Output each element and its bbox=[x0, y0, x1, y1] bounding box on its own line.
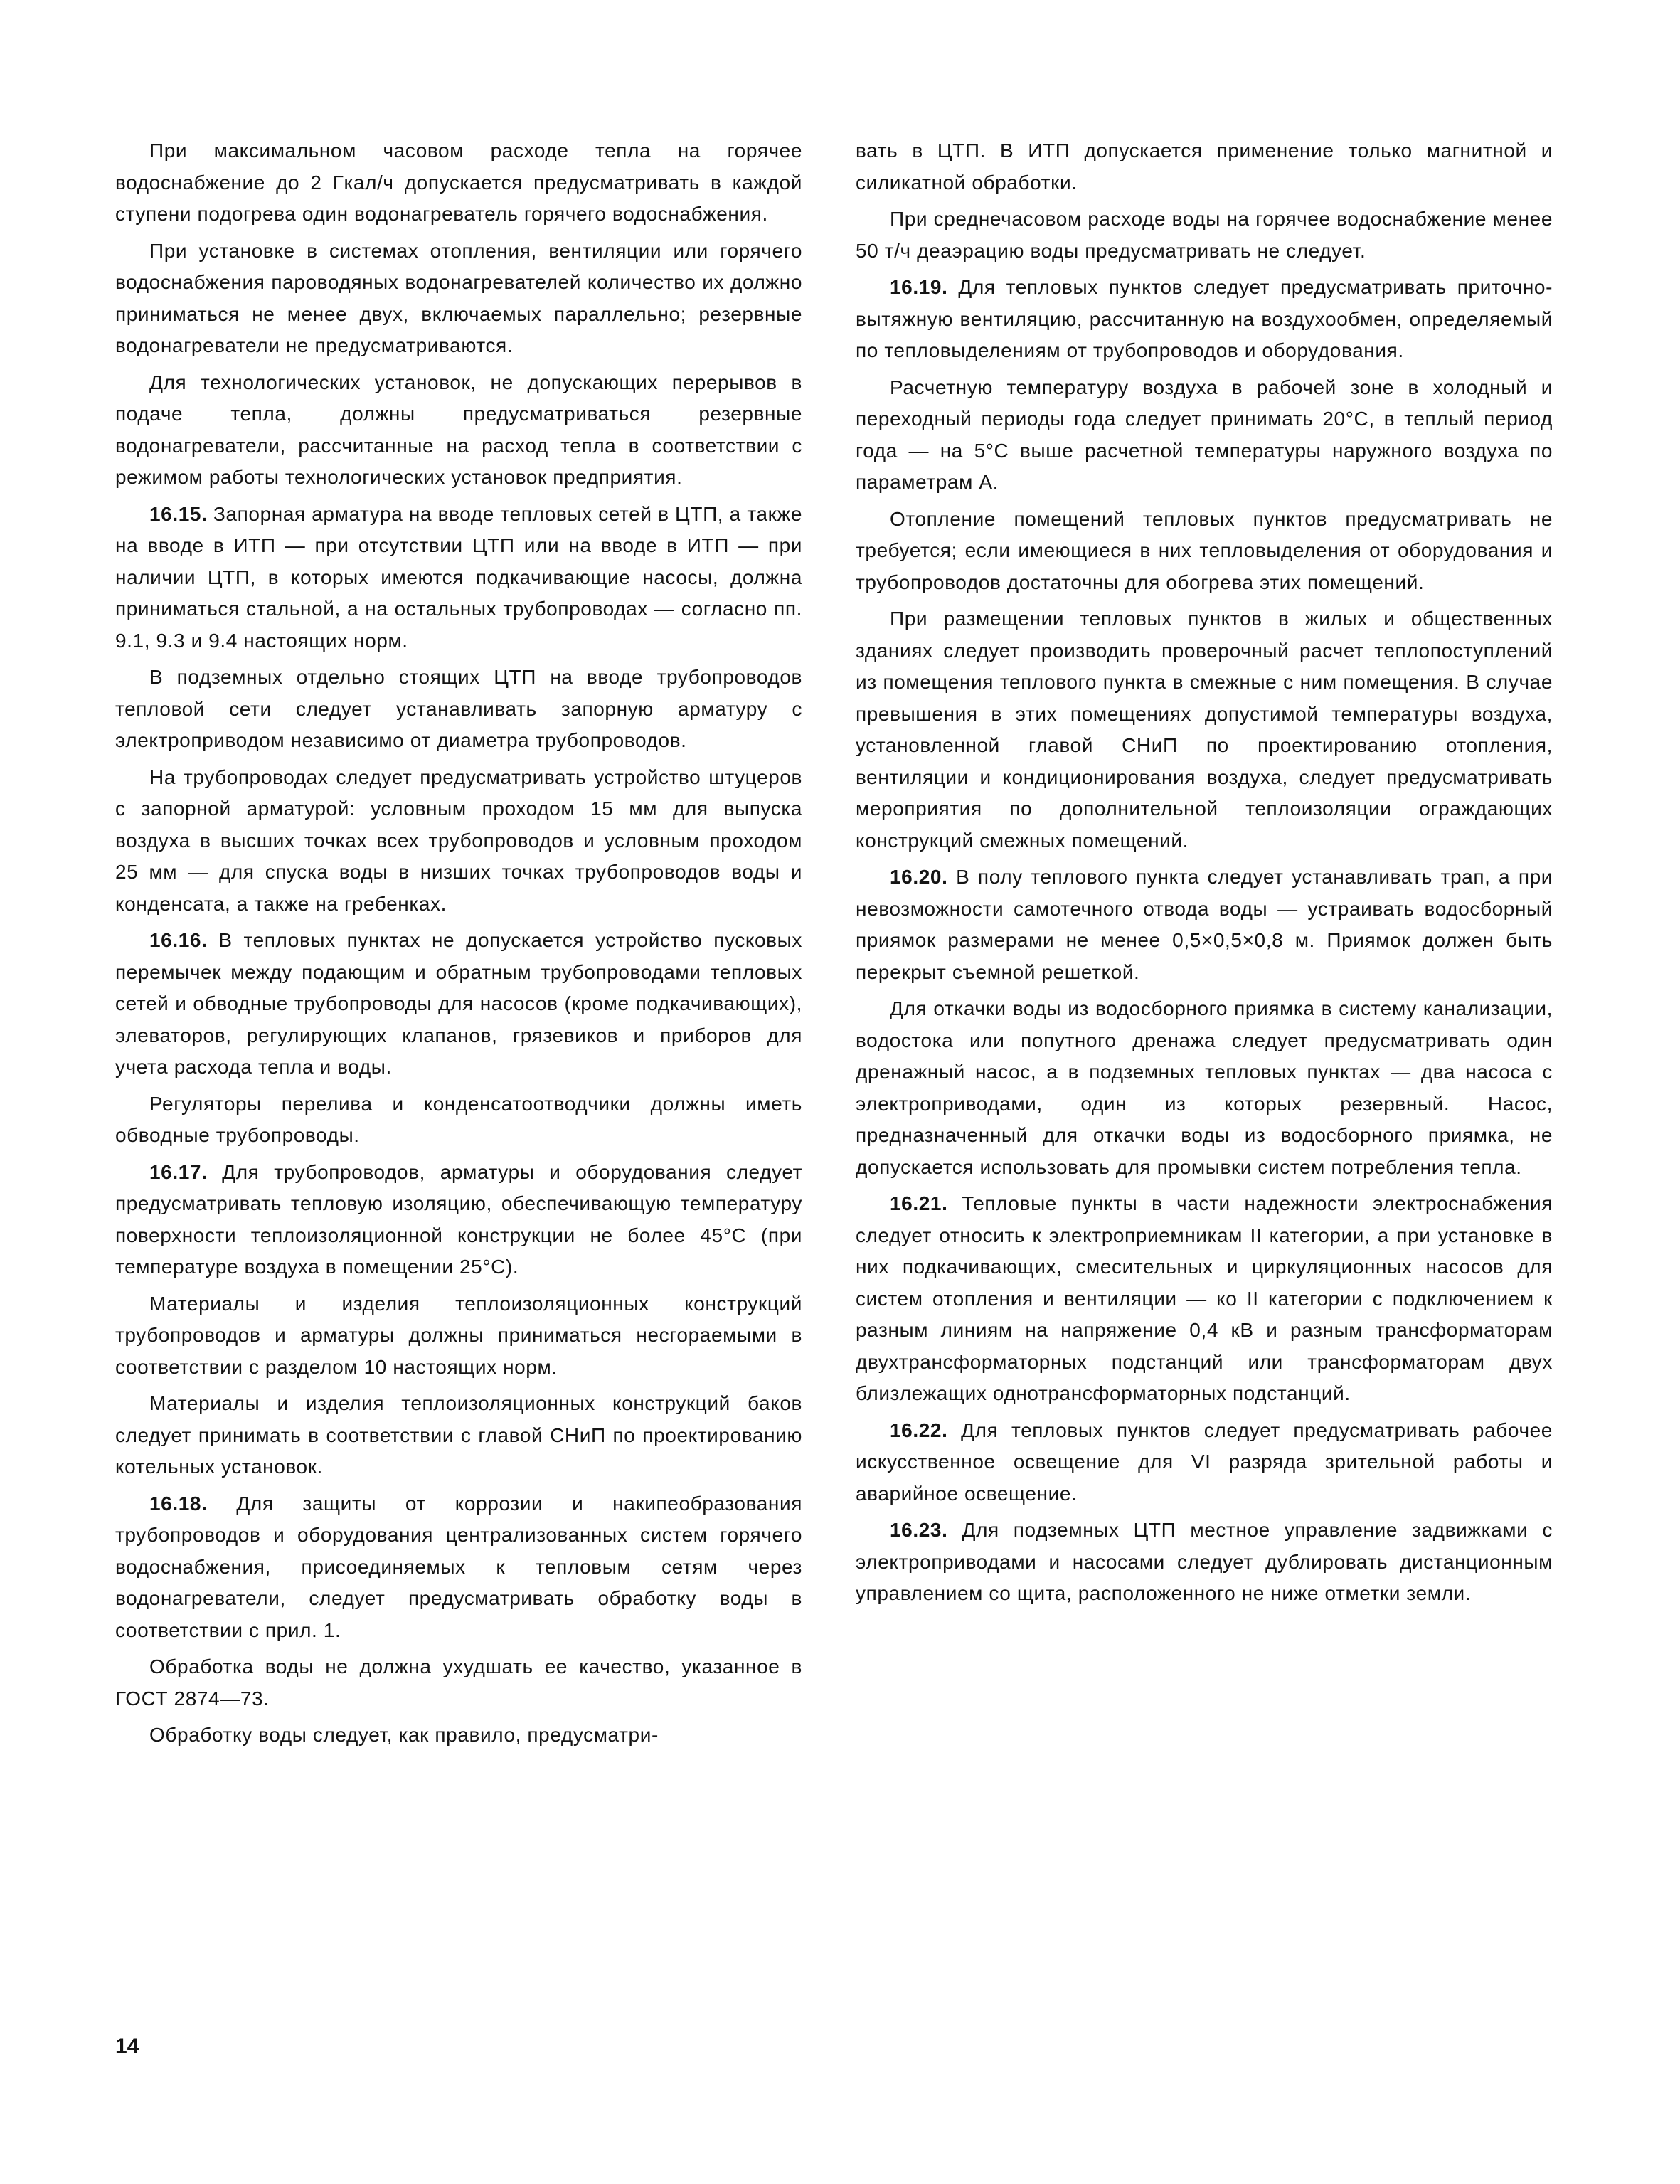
paragraph bbox=[115, 235, 802, 362]
page-number: 14 bbox=[115, 2035, 139, 2058]
paragraph-text: Для тепловых пунктов следует предусматривать рабочее искусственное освещение для VI разряда зрительной работы и аварийное освещение. bbox=[856, 1419, 1553, 1505]
paragraph-text: Материалы и изделия теплоизоляционных конструкций трубопроводов и арматуры должны приниматься несгораемыми в соответствии с разделом 10 настоящих норм. bbox=[115, 1292, 802, 1378]
paragraph-text: Обработку воды следует, как правило, предусматри- bbox=[149, 1724, 659, 1746]
paragraph bbox=[115, 135, 802, 230]
paragraph bbox=[856, 372, 1553, 499]
paragraph-text: вать в ЦТП. В ИТП допускается применение только магнитной и силикатной обработки. bbox=[856, 139, 1553, 194]
paragraph bbox=[856, 862, 1553, 988]
paragraph-text: Отопление помещений тепловых пунктов предусматривать не требуется; если имеющиеся в них тепловыделения от оборудования и трубопроводов достаточны для обогрева этих помещений. bbox=[856, 507, 1553, 593]
paragraph bbox=[856, 504, 1553, 599]
paragraph-text: В подземных отдельно стоящих ЦТП на вводе трубопроводов тепловой сети следует устанавливать запорную арматуру с электроприводом независимо от диаметра трубопроводов. bbox=[115, 666, 802, 751]
paragraph bbox=[115, 499, 802, 657]
paragraph bbox=[856, 135, 1553, 198]
paragraph-text: Для тепловых пунктов следует предусматривать приточно-вытяжную вентиляцию, рассчитанную на воздухообмен, определяемый по тепловыделениям от трубопроводов и оборудования. bbox=[856, 276, 1553, 361]
paragraph-text: Для откачки воды из водосборного приямка в систему канализации, водостока или попутного дренажа следует предусматривать один дренажный насос, а в подземных тепловых пунктах — два насоса с электроприводами, один из которых резервный. Насос, предназначенный для откачки воды из водосборного приямка, не допускается использовать для промывки систем потребления тепла. bbox=[856, 997, 1553, 1178]
paragraph bbox=[856, 203, 1553, 267]
clause-number: 16.16. bbox=[149, 929, 208, 951]
paragraph-text: Тепловые пункты в части надежности электроснабжения следует относить к электроприемникам II категории, а при установке в них подкачивающих, смесительных и циркуляционных насосов для систем отопления и вентиляции — ко II категории с подключением к разным линиям на напряжение 0,4 кВ и разным трансформаторам двухтрансформаторных подстанций или трансформаторам двух близлежащих однотрансформаторных подстанций. bbox=[856, 1192, 1553, 1404]
paragraph bbox=[115, 1157, 802, 1283]
paragraph bbox=[856, 1415, 1553, 1510]
paragraph-text: При максимальном часовом расходе тепла на горячее водоснабжение до 2 Гкал/ч допускается предусматривать в каждой ступени подогрева один водонагреватель горячего водоснабжения. bbox=[115, 139, 802, 225]
clause-number: 16.20. bbox=[890, 866, 948, 888]
paragraph-text: При установке в системах отопления, вентиляции или горячего водоснабжения пароводяных водонагревателей количество их должно приниматься не менее двух, включаемых параллельно; резервные водонагреватели не предусматриваются. bbox=[115, 239, 802, 356]
clause-number: 16.19. bbox=[890, 276, 948, 298]
paragraph-text: При размещении тепловых пунктов в жилых и общественных зданиях следует производить проверочный расчет теплопоступлений из помещения теплового пункта в смежные с ним помещения. В случае превышения в этих помещениях допустимой температуры воздуха, установленной главой СНиП по проектированию отопления, вентиляции и кондиционирования воздуха, следует предусматривать мероприятия по дополнительной теплоизоляции ограждающих конструкций смежных помещений. bbox=[856, 608, 1553, 852]
paragraph bbox=[115, 1088, 802, 1152]
paragraph bbox=[115, 1719, 802, 1751]
paragraph bbox=[115, 925, 802, 1083]
paragraph-text: На трубопроводах следует предусматривать устройство штуцеров с запорной арматурой: условным проходом 15 мм для выпуска воздуха в высших точках всех трубопроводов и условным проходом 25 мм — для спуска воды в низших точках трубопроводов воды и конденсата, а также на гребенках. bbox=[115, 765, 802, 915]
paragraph-text: Расчетную температуру воздуха в рабочей зоне в холодный и переходный периоды года следует принимать 20°С, в теплый период года — на 5°С выше расчетной температуры наружного воздуха по параметрам А. bbox=[856, 376, 1553, 493]
paragraph bbox=[115, 1651, 802, 1714]
paragraph bbox=[115, 367, 802, 494]
paragraph bbox=[115, 662, 802, 757]
paragraph-text: В тепловых пунктах не допускается устройство пусковых перемычек между подающим и обратным трубопроводами тепловых сетей и обводные трубопроводы для насосов (кроме подкачивающих), элеваторов, регулирующих клапанов, грязевиков и приборов для учета расхода тепла и воды. bbox=[115, 929, 802, 1078]
clause-number: 16.23. bbox=[890, 1519, 948, 1541]
paragraph-text: Регуляторы перелива и конденсатоотводчики должны иметь обводные трубопроводы. bbox=[115, 1092, 802, 1146]
paragraph bbox=[856, 1188, 1553, 1410]
paragraph bbox=[856, 603, 1553, 857]
paragraph-text: В полу теплового пункта следует устанавливать трап, а при невозможности самотечного отвода воды — устраивать водосборный приямок размерами не менее 0,5×0,5×0,8 м. Приямок должен быть перекрыт съемной решеткой. bbox=[856, 866, 1553, 983]
left-column bbox=[115, 135, 802, 1756]
paragraph-text: Для трубопроводов, арматуры и оборудования следует предусматривать тепловую изоляцию, обеспечивающую температуру поверхности теплоизоляционной конструкции не более 45°С (при температуре воздуха в помещении 25°С). bbox=[115, 1160, 802, 1278]
paragraph bbox=[115, 1488, 802, 1647]
right-column bbox=[856, 135, 1553, 1615]
paragraph bbox=[115, 1288, 802, 1384]
paragraph-text: Для подземных ЦТП местное управление задвижками с электроприводами и насосами следует дублировать дистанционным управлением со щита, расположенного не ниже отметки земли. bbox=[856, 1519, 1553, 1604]
paragraph-text: Для защиты от коррозии и накипеобразования трубопроводов и оборудования централизованных систем горячего водоснабжения, присоединяемых к тепловым сетям через водонагреватели, следует предусматривать обработку воды в соответствии с прил. 1. bbox=[115, 1492, 802, 1641]
paragraph bbox=[856, 1515, 1553, 1610]
clause-number: 16.22. bbox=[890, 1419, 948, 1441]
clause-number: 16.15. bbox=[149, 502, 208, 525]
clause-number: 16.18. bbox=[149, 1492, 208, 1515]
paragraph-text: Запорная арматура на вводе тепловых сетей в ЦТП, а также на вводе в ИТП — при отсутствии ЦТП или на вводе в ИТП — при наличии ЦТП, в которых имеются подкачивающие насосы, должна приниматься стальной, а на остальных трубопроводах — согласно пп. 9.1, 9.3 и 9.4 настоящих норм. bbox=[115, 502, 802, 652]
clause-number: 16.21. bbox=[890, 1192, 948, 1214]
paragraph bbox=[115, 762, 802, 921]
clause-number: 16.17. bbox=[149, 1160, 208, 1183]
paragraph-text: Материалы и изделия теплоизоляционных конструкций баков следует принимать в соответствии с главой СНиП по проектированию котельных установок. bbox=[115, 1392, 802, 1478]
paragraph bbox=[856, 272, 1553, 367]
paragraph bbox=[856, 993, 1553, 1183]
paragraph bbox=[115, 1388, 802, 1483]
paragraph-text: Обработка воды не должна ухудшать ее качество, указанное в ГОСТ 2874—73. bbox=[115, 1655, 802, 1709]
paragraph-text: Для технологических установок, не допускающих перерывов в подаче тепла, должны предусматриваться резервные водонагреватели, рассчитанные на расход тепла в соответствии с режимом работы технологических установок предприятия. bbox=[115, 371, 802, 488]
paragraph-text: При среднечасовом расходе воды на горячее водоснабжение менее 50 т/ч деаэрацию воды предусматривать не следует. bbox=[856, 208, 1553, 262]
